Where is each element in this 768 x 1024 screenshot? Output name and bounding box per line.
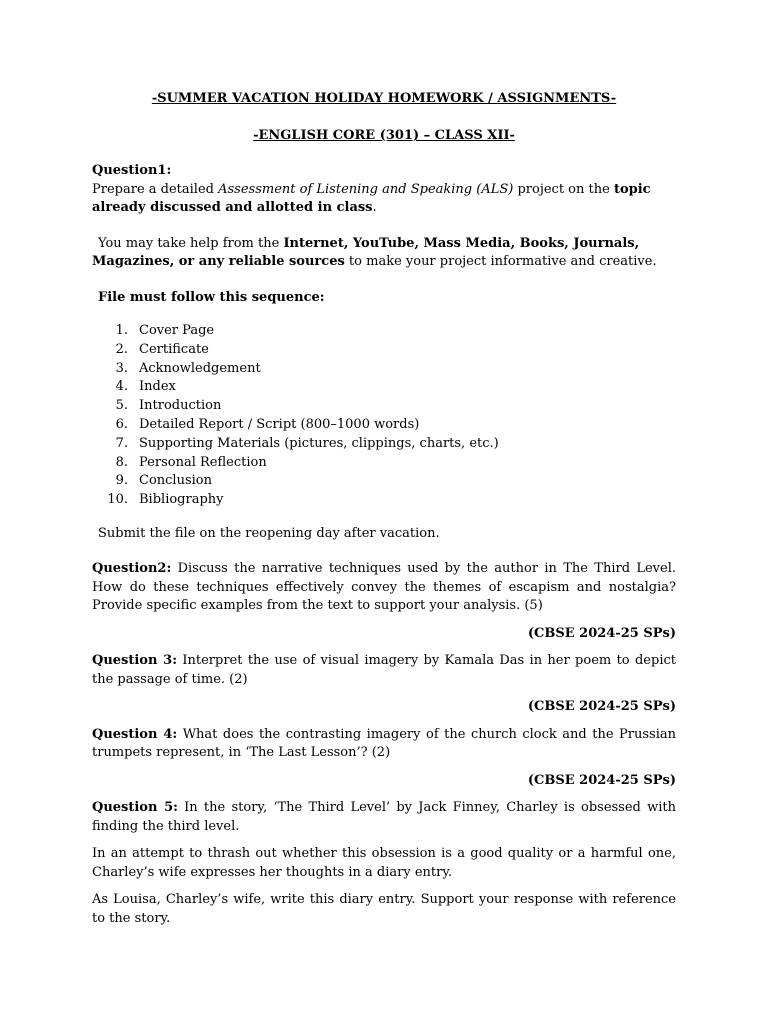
sequence-item-number: 2.	[115, 341, 128, 357]
sequence-item-number: 6.	[115, 416, 128, 432]
sequence-item-text: Certificate	[139, 341, 209, 357]
sequence-item-text: Index	[139, 379, 176, 395]
question-3-text: Question 3: Interpret the use of visual imagery by Kamala Das in her poem to depict the passage of time. (2)	[92, 653, 676, 687]
question-4	[92, 726, 676, 791]
sequence-item-number: 9.	[115, 473, 128, 489]
submit-note: Submit the file on the reopening day after vacation.	[98, 525, 440, 541]
sequence-item-text: Acknowledgement	[139, 360, 261, 376]
sequence-item	[92, 472, 676, 491]
question-3	[92, 652, 676, 717]
sequence-item	[92, 360, 676, 379]
question-4-text: Question 4: What does the contrasting imagery of the church clock and the Prussian trumpets represent, in ‘The Last Lesson’? (2)	[92, 726, 676, 761]
sequence-item	[92, 416, 676, 435]
question-1-help: You may take help from the Internet, YouTube, Mass Media, Books, Journals,	[98, 235, 640, 251]
document-page	[92, 90, 676, 928]
sequence-item-text: Introduction	[139, 398, 222, 414]
sequence-item	[92, 378, 676, 397]
question-2-text: Question2: Discuss the narrative techniques used by the author in The Third Level. How do these techniques effectively convey the themes of escapism and nostalgia? Provide specific examples from the text to support your analysis. (5)	[92, 561, 676, 614]
sequence-item	[92, 491, 676, 510]
question-5-para-2: In an attempt to thrash out whether this obsession is a good quality or a harmful one, Charley’s wife expresses her thoughts in a diary entry.	[92, 846, 676, 880]
document-title: -SUMMER VACATION HOLIDAY HOMEWORK / ASSIGNMENTS-	[151, 91, 617, 106]
question-4-source: (CBSE 2024-25 SPs)	[527, 772, 676, 788]
question-1	[92, 162, 676, 543]
sequence-heading: File must follow this sequence:	[98, 289, 325, 305]
question-5-text: Question 5: In the story, ‘The Third Level’ by Jack Finney, Charley is obsessed with finding the third level.	[92, 800, 676, 834]
sequence-item	[92, 435, 676, 454]
question-5-para-3: As Louisa, Charley’s wife, write this diary entry. Support your response with reference to the story.	[92, 892, 676, 926]
sequence-item-text: Bibliography	[139, 492, 224, 508]
sequence-item-text: Personal Reflection	[139, 454, 267, 470]
document-subtitle: -ENGLISH CORE (301) – CLASS XII-	[253, 128, 515, 143]
sequence-item	[92, 454, 676, 473]
question-1-help-cont: Magazines, or any reliable sources to make your project informative and creative.	[92, 254, 657, 269]
question-1-label: Question1:	[92, 163, 172, 178]
sequence-item-text: Supporting Materials (pictures, clippings, charts, etc.)	[139, 435, 499, 451]
sequence-item-number: 10.	[107, 492, 128, 508]
sequence-item-text: Cover Page	[139, 323, 215, 338]
sequence-item-number: 5.	[115, 398, 128, 414]
sequence-item	[92, 322, 676, 341]
question-2	[92, 560, 676, 643]
question-3-source: (CBSE 2024-25 SPs)	[527, 699, 676, 715]
sequence-item-number: 7.	[115, 435, 128, 451]
question-1-text: Prepare a detailed Assessment of Listening and Speaking (ALS) project on the topic already discussed and allotted in class.	[92, 181, 651, 215]
question-2-source: (CBSE 2024-25 SPs)	[527, 625, 676, 641]
sequence-list	[92, 322, 676, 510]
sequence-item	[92, 397, 676, 416]
sequence-item-text: Detailed Report / Script (800–1000 words)	[139, 416, 420, 432]
sequence-item-number: 4.	[115, 379, 128, 395]
question-5	[92, 799, 676, 928]
sequence-item-number: 8.	[115, 454, 128, 470]
sequence-item-number: 1.	[115, 323, 128, 338]
sequence-item	[92, 341, 676, 360]
sequence-item-text: Conclusion	[139, 473, 212, 489]
sequence-item-number: 3.	[115, 360, 128, 376]
